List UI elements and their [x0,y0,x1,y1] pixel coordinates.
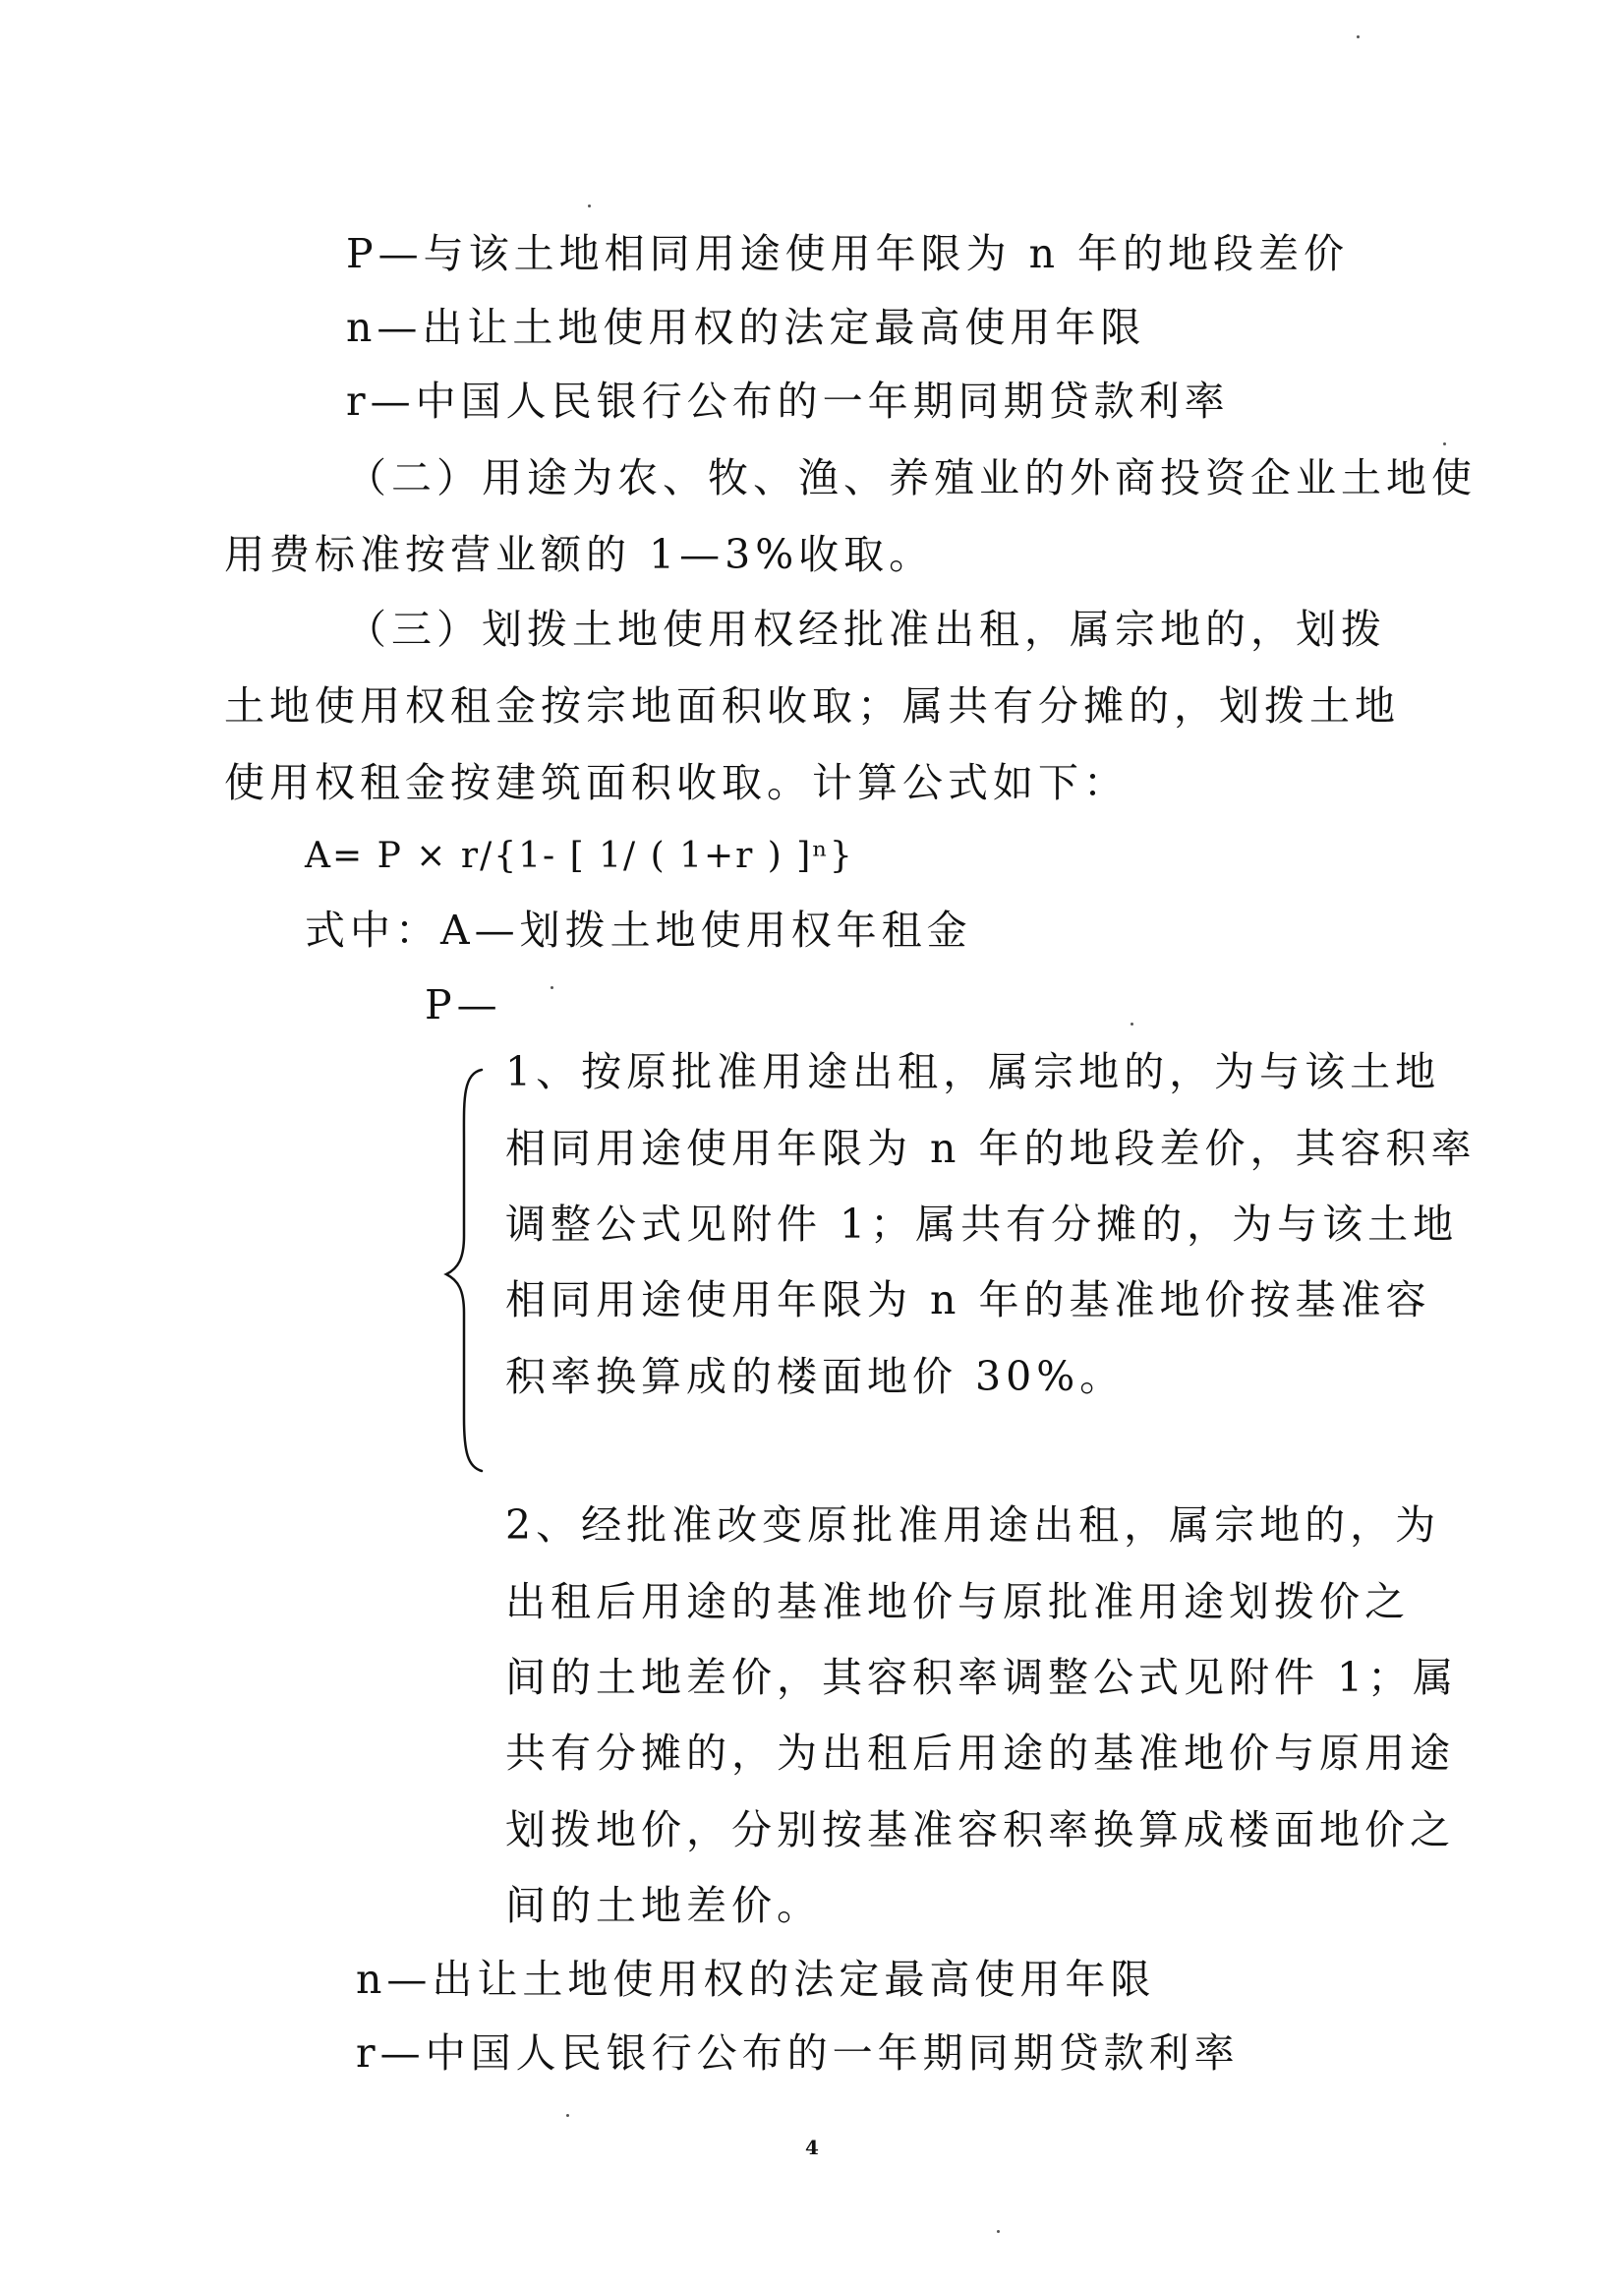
item-two-line-6: 间的土地差价。 [505,1882,822,1929]
scan-speck [1357,35,1360,38]
scan-speck [1443,442,1446,445]
item-two-line-3: 间的土地差价，其容积率调整公式见附件 1；属 [505,1654,1459,1701]
item-two-line-1: 2、经批准改变原批准用途出租，属宗地的，为 [505,1501,1441,1549]
curly-brace-icon [440,1064,499,1477]
definition-n-line: n—出让土地使用权的法定最高使用年限 [346,304,1146,351]
item-two-line-2: 出租后用途的基准地价与原批准用途划拨价之 [505,1578,1410,1625]
definition-p-label: P— [425,981,502,1028]
scan-speck [551,986,553,989]
definition-p-line: P—与该土地相同用途使用年限为 n 年的地段差价 [346,230,1350,277]
scan-speck [997,2230,1000,2233]
scan-speck [1131,1023,1133,1026]
definition-a-line: 式中：A—划拨土地使用权年租金 [305,907,972,954]
scan-speck [588,205,591,207]
scan-speck [566,2114,569,2117]
paragraph-two-line-1: （二）用途为农、牧、渔、养殖业的外商投资企业土地使 [346,454,1477,501]
item-one-line-5: 积率换算成的楼面地价 30%。 [505,1353,1126,1400]
paragraph-two-line-2: 用费标准按营业额的 1—3%收取。 [224,531,935,578]
item-two-line-5: 划拨地价，分别按基准容积率换算成楼面地价之 [505,1806,1455,1853]
item-one-line-1: 1、按原批准用途出租，属宗地的，为与该土地 [505,1048,1441,1095]
page-number: 4 [805,2136,819,2159]
paragraph-three-line-3: 使用权租金按建筑面积收取。计算公式如下： [224,759,1129,806]
item-one-line-3: 调整公式见附件 1；属共有分摊的，为与该土地 [505,1201,1459,1248]
rent-formula: A= P × r/{1- [ 1/ ( 1+r ) ]ⁿ} [305,836,854,876]
item-two-line-4: 共有分摊的，为出租后用途的基准地价与原用途 [505,1730,1455,1777]
definition-n-line-bottom: n—出让土地使用权的法定最高使用年限 [356,1956,1156,2003]
definition-r-line: r—中国人民银行公布的一年期同期贷款利率 [346,378,1230,425]
item-one-line-4: 相同用途使用年限为 n 年的基准地价按基准容 [505,1276,1431,1323]
item-one-line-2: 相同用途使用年限为 n 年的地段差价，其容积率 [505,1125,1477,1172]
paragraph-three-line-2: 土地使用权租金按宗地面积收取；属共有分摊的，划拨土地 [224,682,1400,730]
definition-r-line-bottom: r—中国人民银行公布的一年期同期贷款利率 [356,2029,1240,2077]
paragraph-three-line-1: （三）划拨土地使用权经批准出租，属宗地的，划拨 [346,606,1386,653]
